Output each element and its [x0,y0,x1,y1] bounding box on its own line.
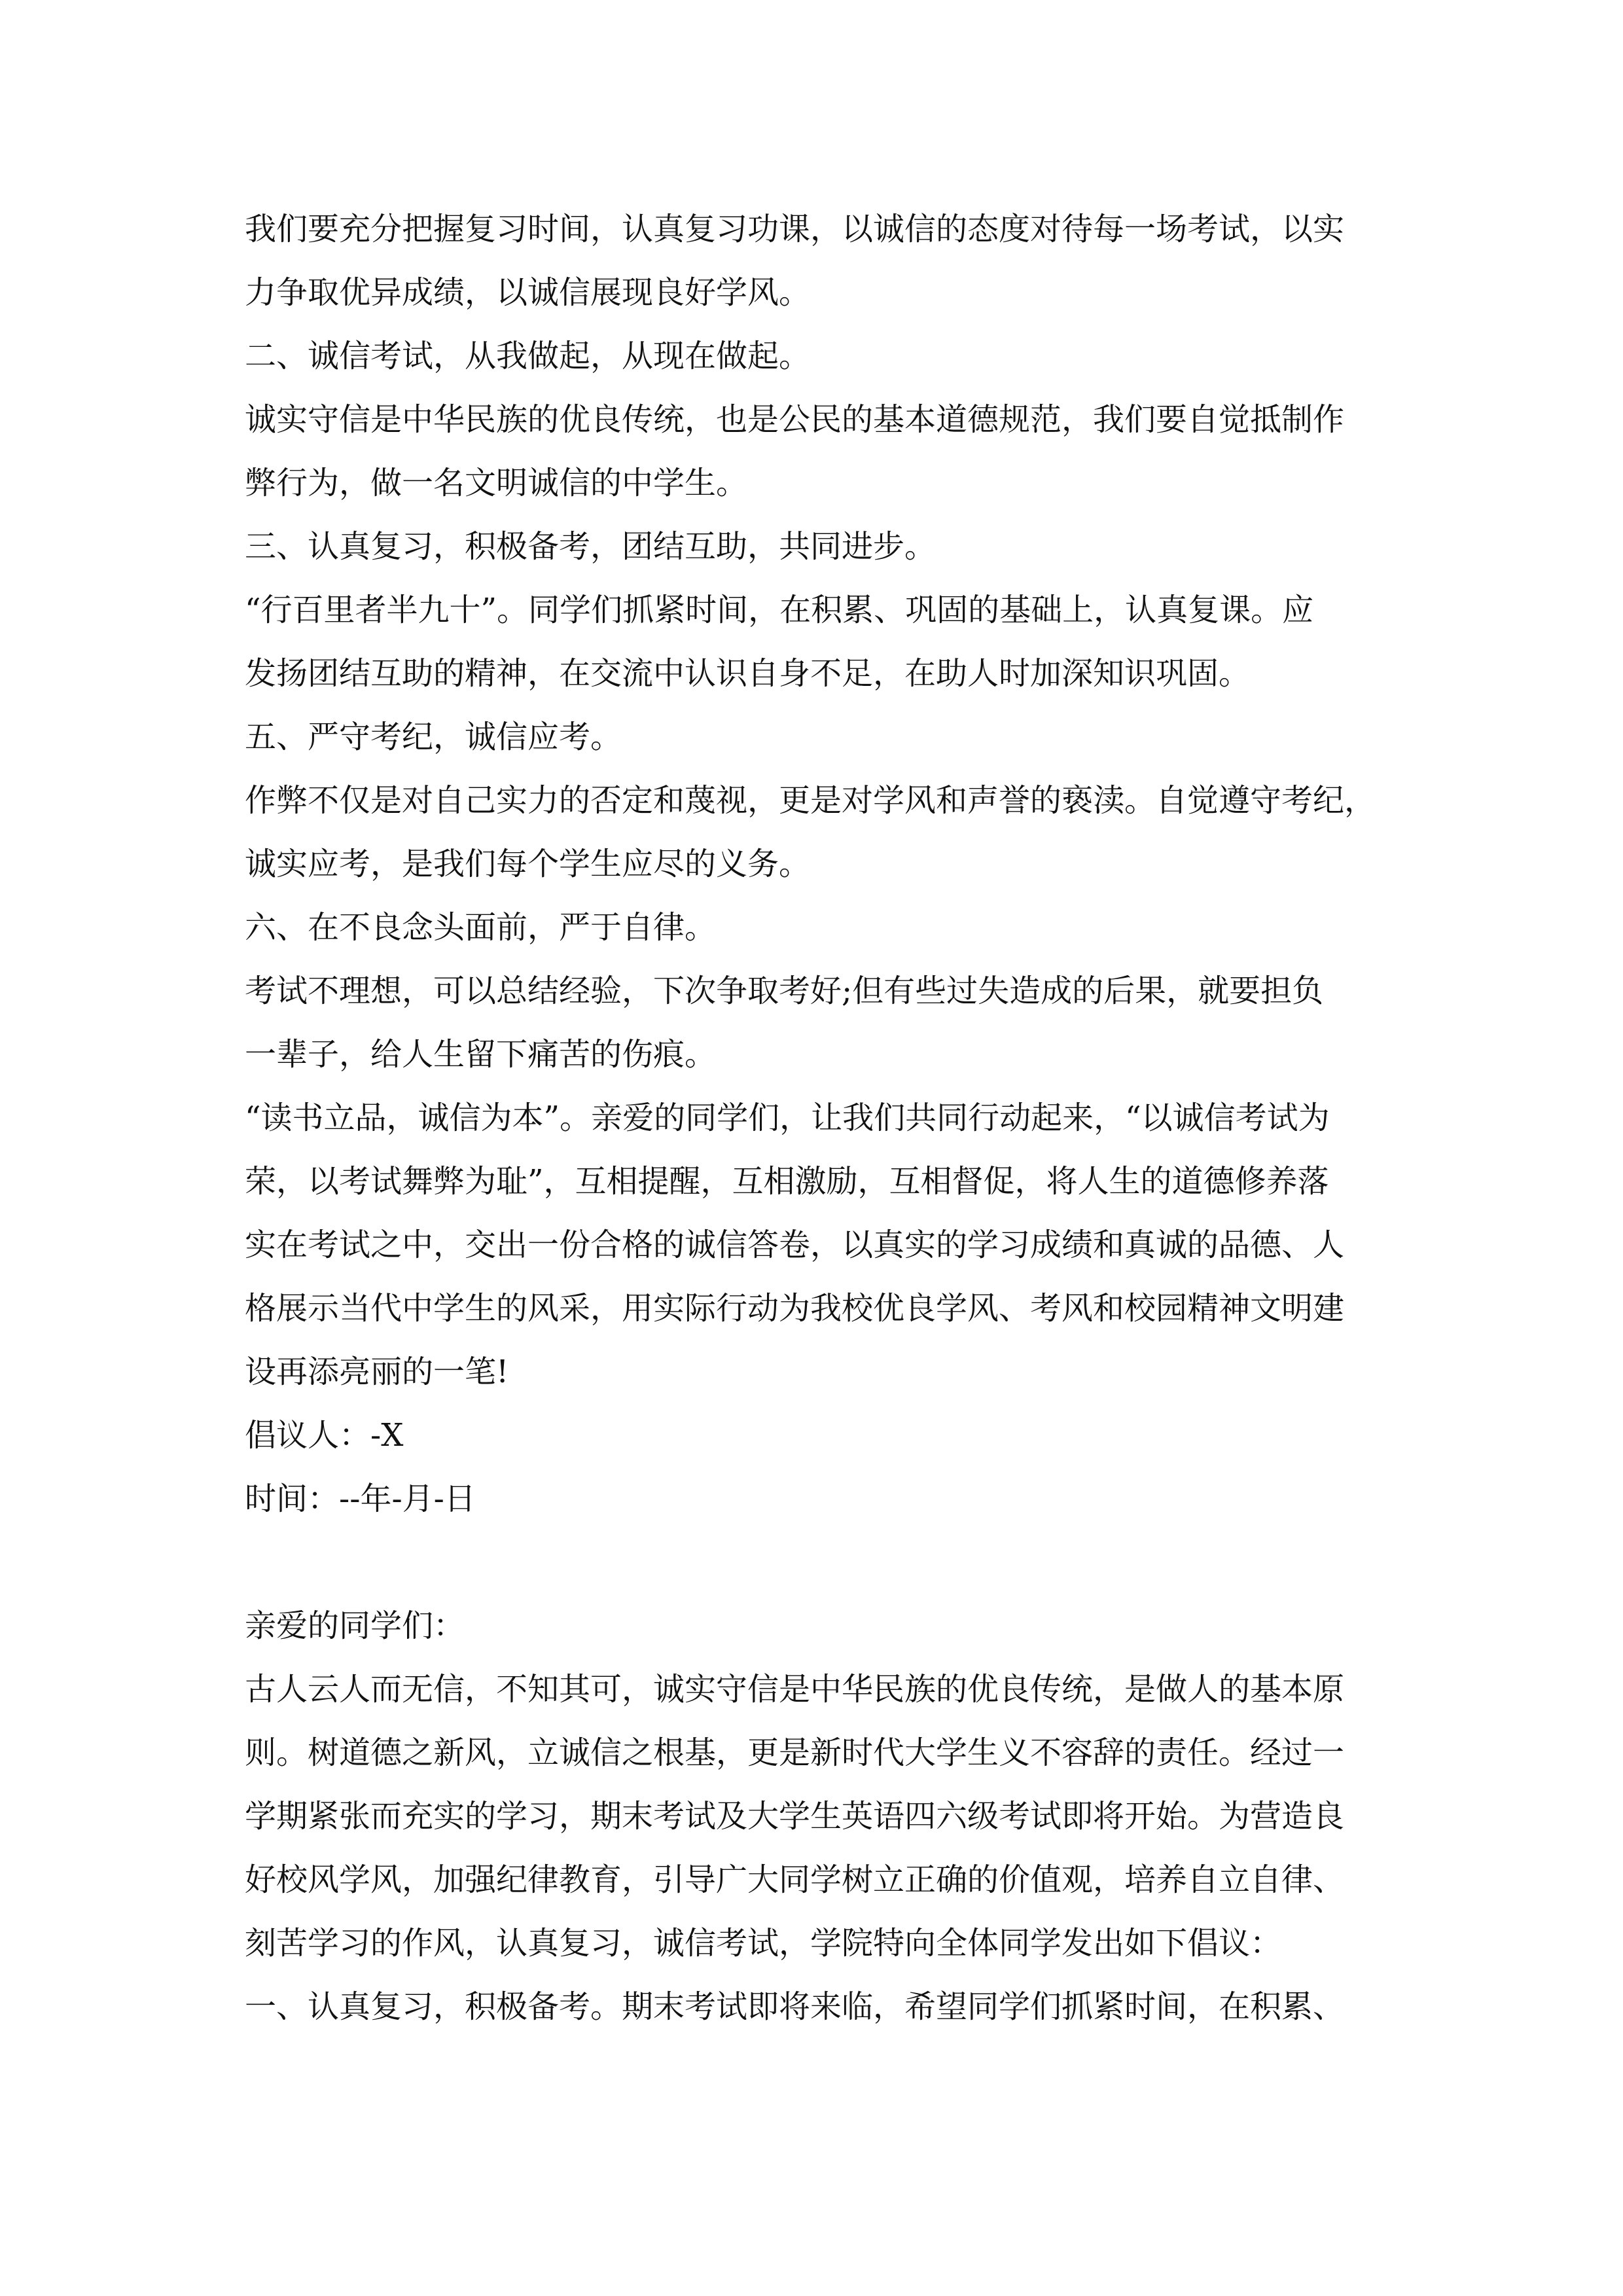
text-line: 力争取优异成绩，以诚信展现良好学风。 [245,274,811,311]
text-line: 荣，以考试舞弊为耻”，互相提醒，互相激励，互相督促，将人生的道德修养落 [245,1163,1329,1200]
text-line: 考试不理想，可以总结经验，下次争取考好;但有些过失造成的后果，就要担负 [245,973,1324,1009]
text-line: 设再添亮丽的一笔! [245,1354,509,1390]
initiator-line: 倡议人：-X [245,1417,404,1454]
section-heading: 五、严守考纪，诚信应考。 [245,719,622,755]
text-line: “行百里者半九十”。同学们抓紧时间，在积累、巩固的基础上，认真复课。应 [245,592,1314,628]
section-heading: 二、诚信考试，从我做起，从现在做起。 [245,338,811,374]
text-line: “读书立品，诚信为本”。亲爱的同学们，让我们共同行动起来，“以诚信考试为 [245,1100,1330,1136]
text-line: 学期紧张而充实的学习，期末考试及大学生英语四六级考试即将开始。为营造良 [245,1798,1345,1835]
text-line: 我们要充分把握复习时间，认真复习功课，以诚信的态度对待每一场考试，以实 [245,211,1345,247]
text-line: 一辈子，给人生留下痛苦的伤痕。 [245,1036,717,1073]
text-line: 弊行为，做一名文明诚信的中学生。 [245,465,748,501]
text-line: 诚实守信是中华民族的优良传统，也是公民的基本道德规范，我们要自觉抵制作 [245,401,1345,438]
text-line: 好校风学风，加强纪律教育，引导广大同学树立正确的价值观，培养自立自律、 [245,1861,1345,1898]
text-line: 格展示当代中学生的风采，用实际行动为我校优良学风、考风和校园精神文明建 [245,1290,1345,1327]
text-line: 刻苦学习的作风，认真复习，诚信考试，学院特向全体同学发出如下倡议： [245,1925,1282,1962]
text-line: 实在考试之中，交出一份合格的诚信答卷，以真实的学习成绩和真诚的品德、人 [245,1227,1345,1263]
text-line: 一、认真复习，积极备考。期末考试即将来临，希望同学们抓紧时间，在积累、 [245,1988,1345,2025]
text-line: 诚实应考，是我们每个学生应尽的义务。 [245,846,811,882]
document-body [245,198,1394,2039]
section-heading: 三、认真复习，积极备考，团结互助，共同进步。 [245,528,936,565]
date-line: 时间：--年-月-日 [245,1480,476,1517]
salutation: 亲爱的同学们： [245,1607,465,1644]
blank-line [245,1531,1394,1594]
text-line: 发扬团结互助的精神，在交流中认识自身不足，在助人时加深知识巩固。 [245,655,1251,692]
section-heading: 六、在不良念头面前，严于自律。 [245,909,717,946]
text-line: 古人云人而无信，不知其可，诚实守信是中华民族的优良传统，是做人的基本原 [245,1671,1345,1708]
text-line: 则。树道德之新风，立诚信之根基，更是新时代大学生义不容辞的责任。经过一 [245,1734,1345,1771]
text-line: 作弊不仅是对自己实力的否定和蔑视，更是对学风和声誉的亵渎。自觉遵守考纪， [245,782,1376,819]
